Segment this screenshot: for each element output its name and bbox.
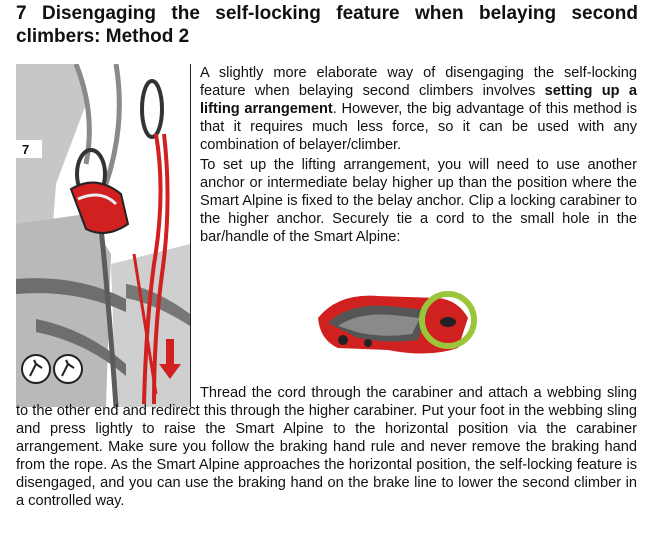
paragraph-intro bbox=[200, 64, 637, 154]
emphasis-lifting-arrangement: setting up a lifting arrangement bbox=[200, 83, 638, 117]
paragraph-procedure: Thread the cord through the carabiner and attach a webbing sling to the other end and redirect this through the higher carabiner. Put your foot in the webbing sling and press lightly to raise the Smart Alpine to the horizontal position via the carabiner arrangement. Make sure you follow the braking hand rule and never remove the braking hand from the rope. As the Smart Alpine approaches the horizontal position, the self-locking feature is disengaged, and you can use the braking hand on the brake line to lower the second climber in a controlled way. bbox=[16, 385, 637, 509]
paragraph-intro-end: . However, the big advantage of this method is that it requires much less force, so it can be used with any combination of belayer/climber. bbox=[200, 101, 637, 153]
paragraph-setup: To set up the lifting arrangement, you will need to use another anchor or intermediate belay higher up than the position where the Smart Alpine is fixed to the belay anchor. Clip a locking carabiner to the higher anchor. Securely tie a cord to the small hole in the bar/handle of the Smart Alpine: bbox=[200, 157, 637, 245]
smart-alpine-device-image bbox=[308, 278, 488, 374]
step-number: 7 bbox=[22, 142, 30, 157]
section-title: 7 Disengaging the self-locking feature when belaying second climbers: Method 2 bbox=[16, 3, 638, 47]
paragraph-intro-start: A slightly more elaborate way of disengaging the self-locking feature when belaying second climbers involves bbox=[200, 65, 637, 99]
step-illustration bbox=[16, 64, 191, 407]
